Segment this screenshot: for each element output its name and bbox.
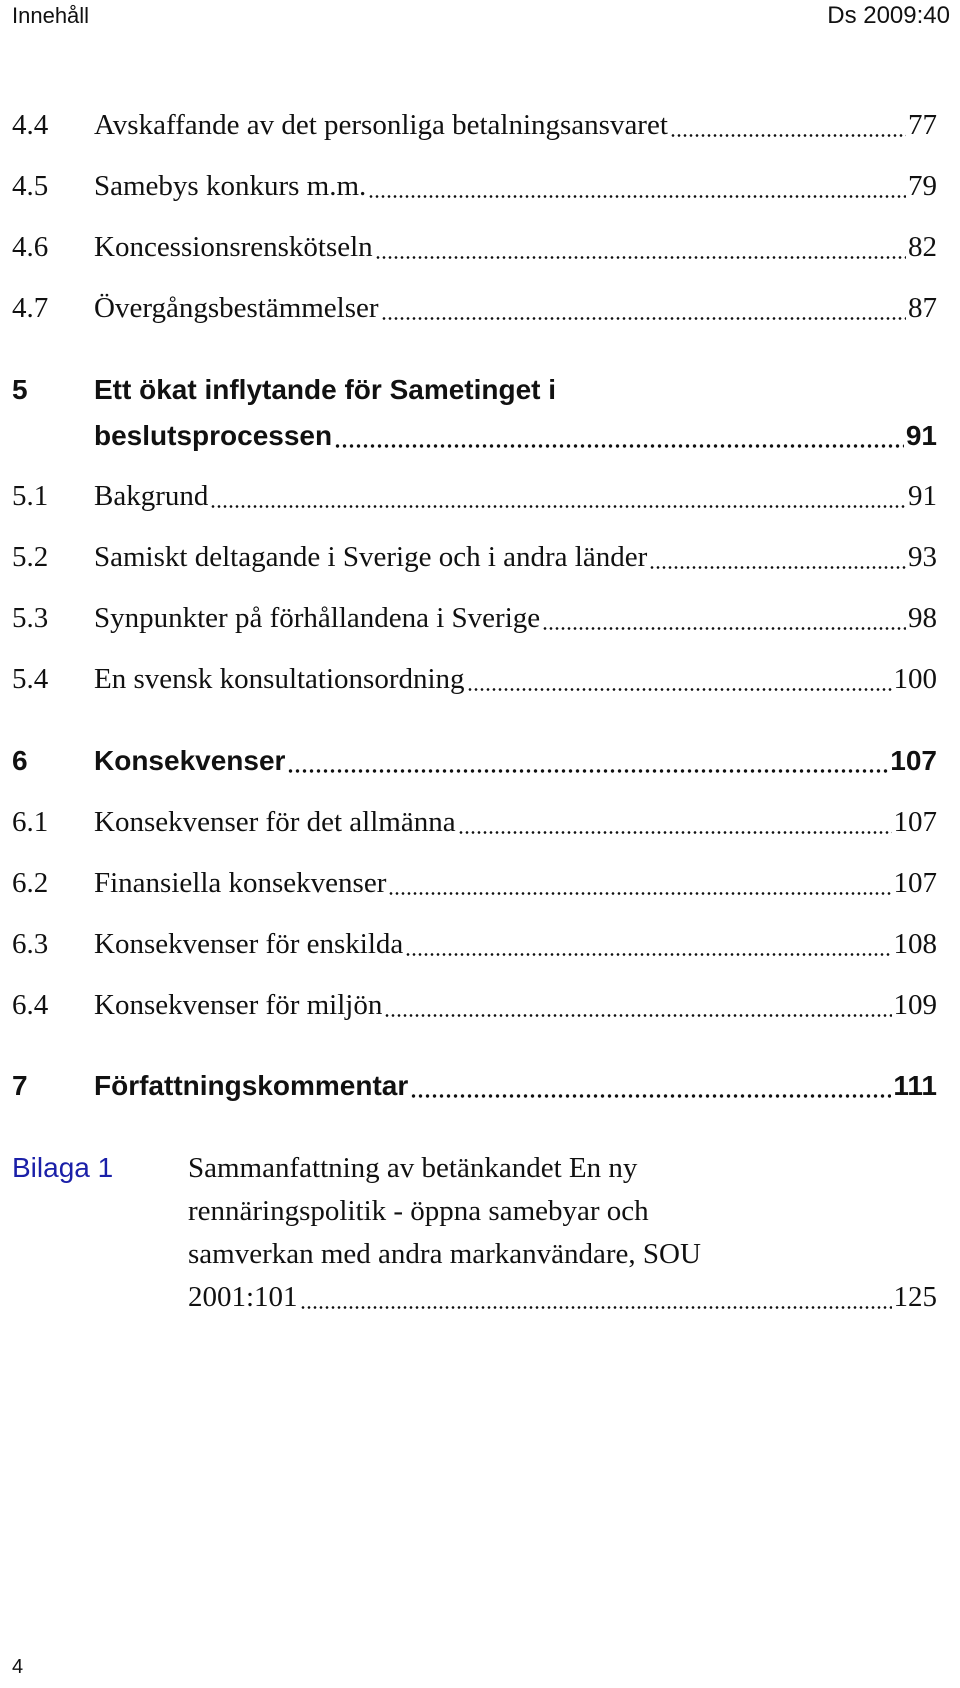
toc-entry-page: 107 [893, 805, 937, 838]
toc-entry-title: Samebys konkurs m.m. [94, 169, 367, 202]
toc-appendix-1-line-4[interactable] [12, 1272, 937, 1322]
toc-entry-page: 93 [908, 540, 937, 573]
toc-entry-title: Författningskommentar [94, 1070, 409, 1101]
appendix-page: 125 [893, 1280, 937, 1313]
page-number: 4 [12, 1656, 24, 1678]
toc-entry-number: 5.1 [12, 480, 49, 512]
toc-entry-number: 6.1 [12, 806, 49, 838]
toc-entry-4-6[interactable] [12, 222, 937, 272]
toc-entry-title: Synpunkter på förhållandena i Sverige [94, 601, 541, 634]
toc-entry-number: 5.3 [12, 602, 49, 634]
toc-entry-number: 4.5 [12, 170, 49, 202]
dot-leader [649, 566, 906, 569]
toc-entry-title: Avskaffande av det personliga betalningsansvaret [94, 108, 668, 141]
toc-entry-number: 6 [12, 745, 28, 776]
dot-leader [542, 627, 906, 630]
dot-leader [368, 195, 906, 198]
toc-entry-7[interactable] [12, 1061, 937, 1111]
toc-entry-title: Övergångsbestämmelser [94, 291, 379, 324]
toc-entry-5-4[interactable] [12, 654, 937, 704]
dot-leader [458, 831, 892, 834]
toc-entry-page: 98 [908, 601, 937, 634]
toc-entry-page: 87 [908, 291, 937, 324]
toc-entry-page: 109 [893, 988, 937, 1021]
toc-entry-page: 82 [908, 230, 937, 263]
toc-entry-number: 6.4 [12, 989, 49, 1021]
toc-entry-number: 6.2 [12, 867, 49, 899]
header-document-id: Ds 2009:40 [827, 2, 950, 29]
toc-entry-6-4[interactable] [12, 980, 937, 1030]
toc-entry-6-3[interactable] [12, 919, 937, 969]
toc-entry-page: 79 [908, 169, 937, 202]
toc-entry-number: 4.4 [12, 109, 49, 141]
toc-entry-4-5[interactable] [12, 161, 937, 211]
toc-entry-number: 7 [12, 1070, 28, 1101]
dot-leader [467, 688, 892, 691]
appendix-title-line-2: rennäringspolitik - öppna samebyar och [188, 1195, 649, 1227]
toc-entry-number: 4.6 [12, 231, 49, 263]
toc-entry-page: 91 [905, 420, 937, 451]
dot-leader [287, 769, 888, 773]
toc-entry-title: Samiskt deltagande i Sverige och i andra länder [94, 540, 648, 573]
dot-leader [410, 1094, 891, 1098]
toc-entry-title: En svensk konsultationsordning [94, 662, 465, 695]
toc-entry-5[interactable] [12, 365, 937, 415]
dot-leader [300, 1306, 892, 1309]
toc-entry-6-2[interactable] [12, 858, 937, 908]
toc-entry-5-continuation[interactable] [12, 411, 937, 461]
toc-entry-4-7[interactable] [12, 283, 937, 333]
dot-leader [405, 953, 891, 956]
toc-entry-title: Finansiella konsekvenser [94, 866, 387, 899]
toc-entry-title: Konsekvenser för det allmänna [94, 805, 456, 838]
toc-entry-title: Konsekvenser för miljön [94, 988, 383, 1021]
appendix-title-line-3: samverkan med andra markanvändare, SOU [188, 1238, 701, 1270]
toc-entry-title: Konsekvenser [94, 745, 286, 776]
toc-entry-number: 6.3 [12, 928, 49, 960]
toc-entry-number: 4.7 [12, 292, 49, 324]
toc-entry-page: 108 [893, 927, 937, 960]
appendix-title-line-1: Sammanfattning av betänkandet En ny [188, 1152, 638, 1184]
appendix-title-line-4: 2001:101 [188, 1280, 298, 1313]
toc-entry-5-2[interactable] [12, 532, 937, 582]
toc-entry-title: Bakgrund [94, 479, 209, 512]
toc-entry-title: Koncessionsrenskötseln [94, 230, 373, 263]
toc-entry-page: 111 [893, 1070, 937, 1101]
toc-entry-page: 107 [890, 745, 937, 776]
toc-entry-5-1[interactable] [12, 471, 937, 521]
toc-entry-page: 100 [893, 662, 937, 695]
toc-entry-title: Konsekvenser för enskilda [94, 927, 404, 960]
toc-entry-6-1[interactable] [12, 797, 937, 847]
dot-leader [375, 256, 906, 259]
dot-leader [670, 134, 906, 137]
appendix-label: Bilaga 1 [12, 1152, 114, 1183]
toc-entry-page: 91 [908, 479, 937, 512]
toc-entry-5-3[interactable] [12, 593, 937, 643]
toc-entry-page: 77 [908, 108, 937, 141]
toc-entry-6[interactable] [12, 736, 937, 786]
running-header [12, 0, 950, 32]
toc-entry-title: Ett ökat inflytande för Sametinget i [94, 374, 557, 405]
header-section-title: Innehåll [12, 3, 90, 28]
dot-leader [334, 444, 904, 448]
dot-leader [381, 317, 906, 320]
toc-entry-page: 107 [893, 866, 937, 899]
toc-entry-number: 5.2 [12, 541, 49, 573]
toc-entry-4-4[interactable] [12, 100, 937, 150]
toc-entry-number: 5 [12, 374, 28, 405]
dot-leader [388, 892, 891, 895]
toc-entry-number: 5.4 [12, 663, 49, 695]
dot-leader [210, 505, 906, 508]
dot-leader [384, 1014, 891, 1017]
toc-entry-title-continued: beslutsprocessen [94, 420, 333, 451]
